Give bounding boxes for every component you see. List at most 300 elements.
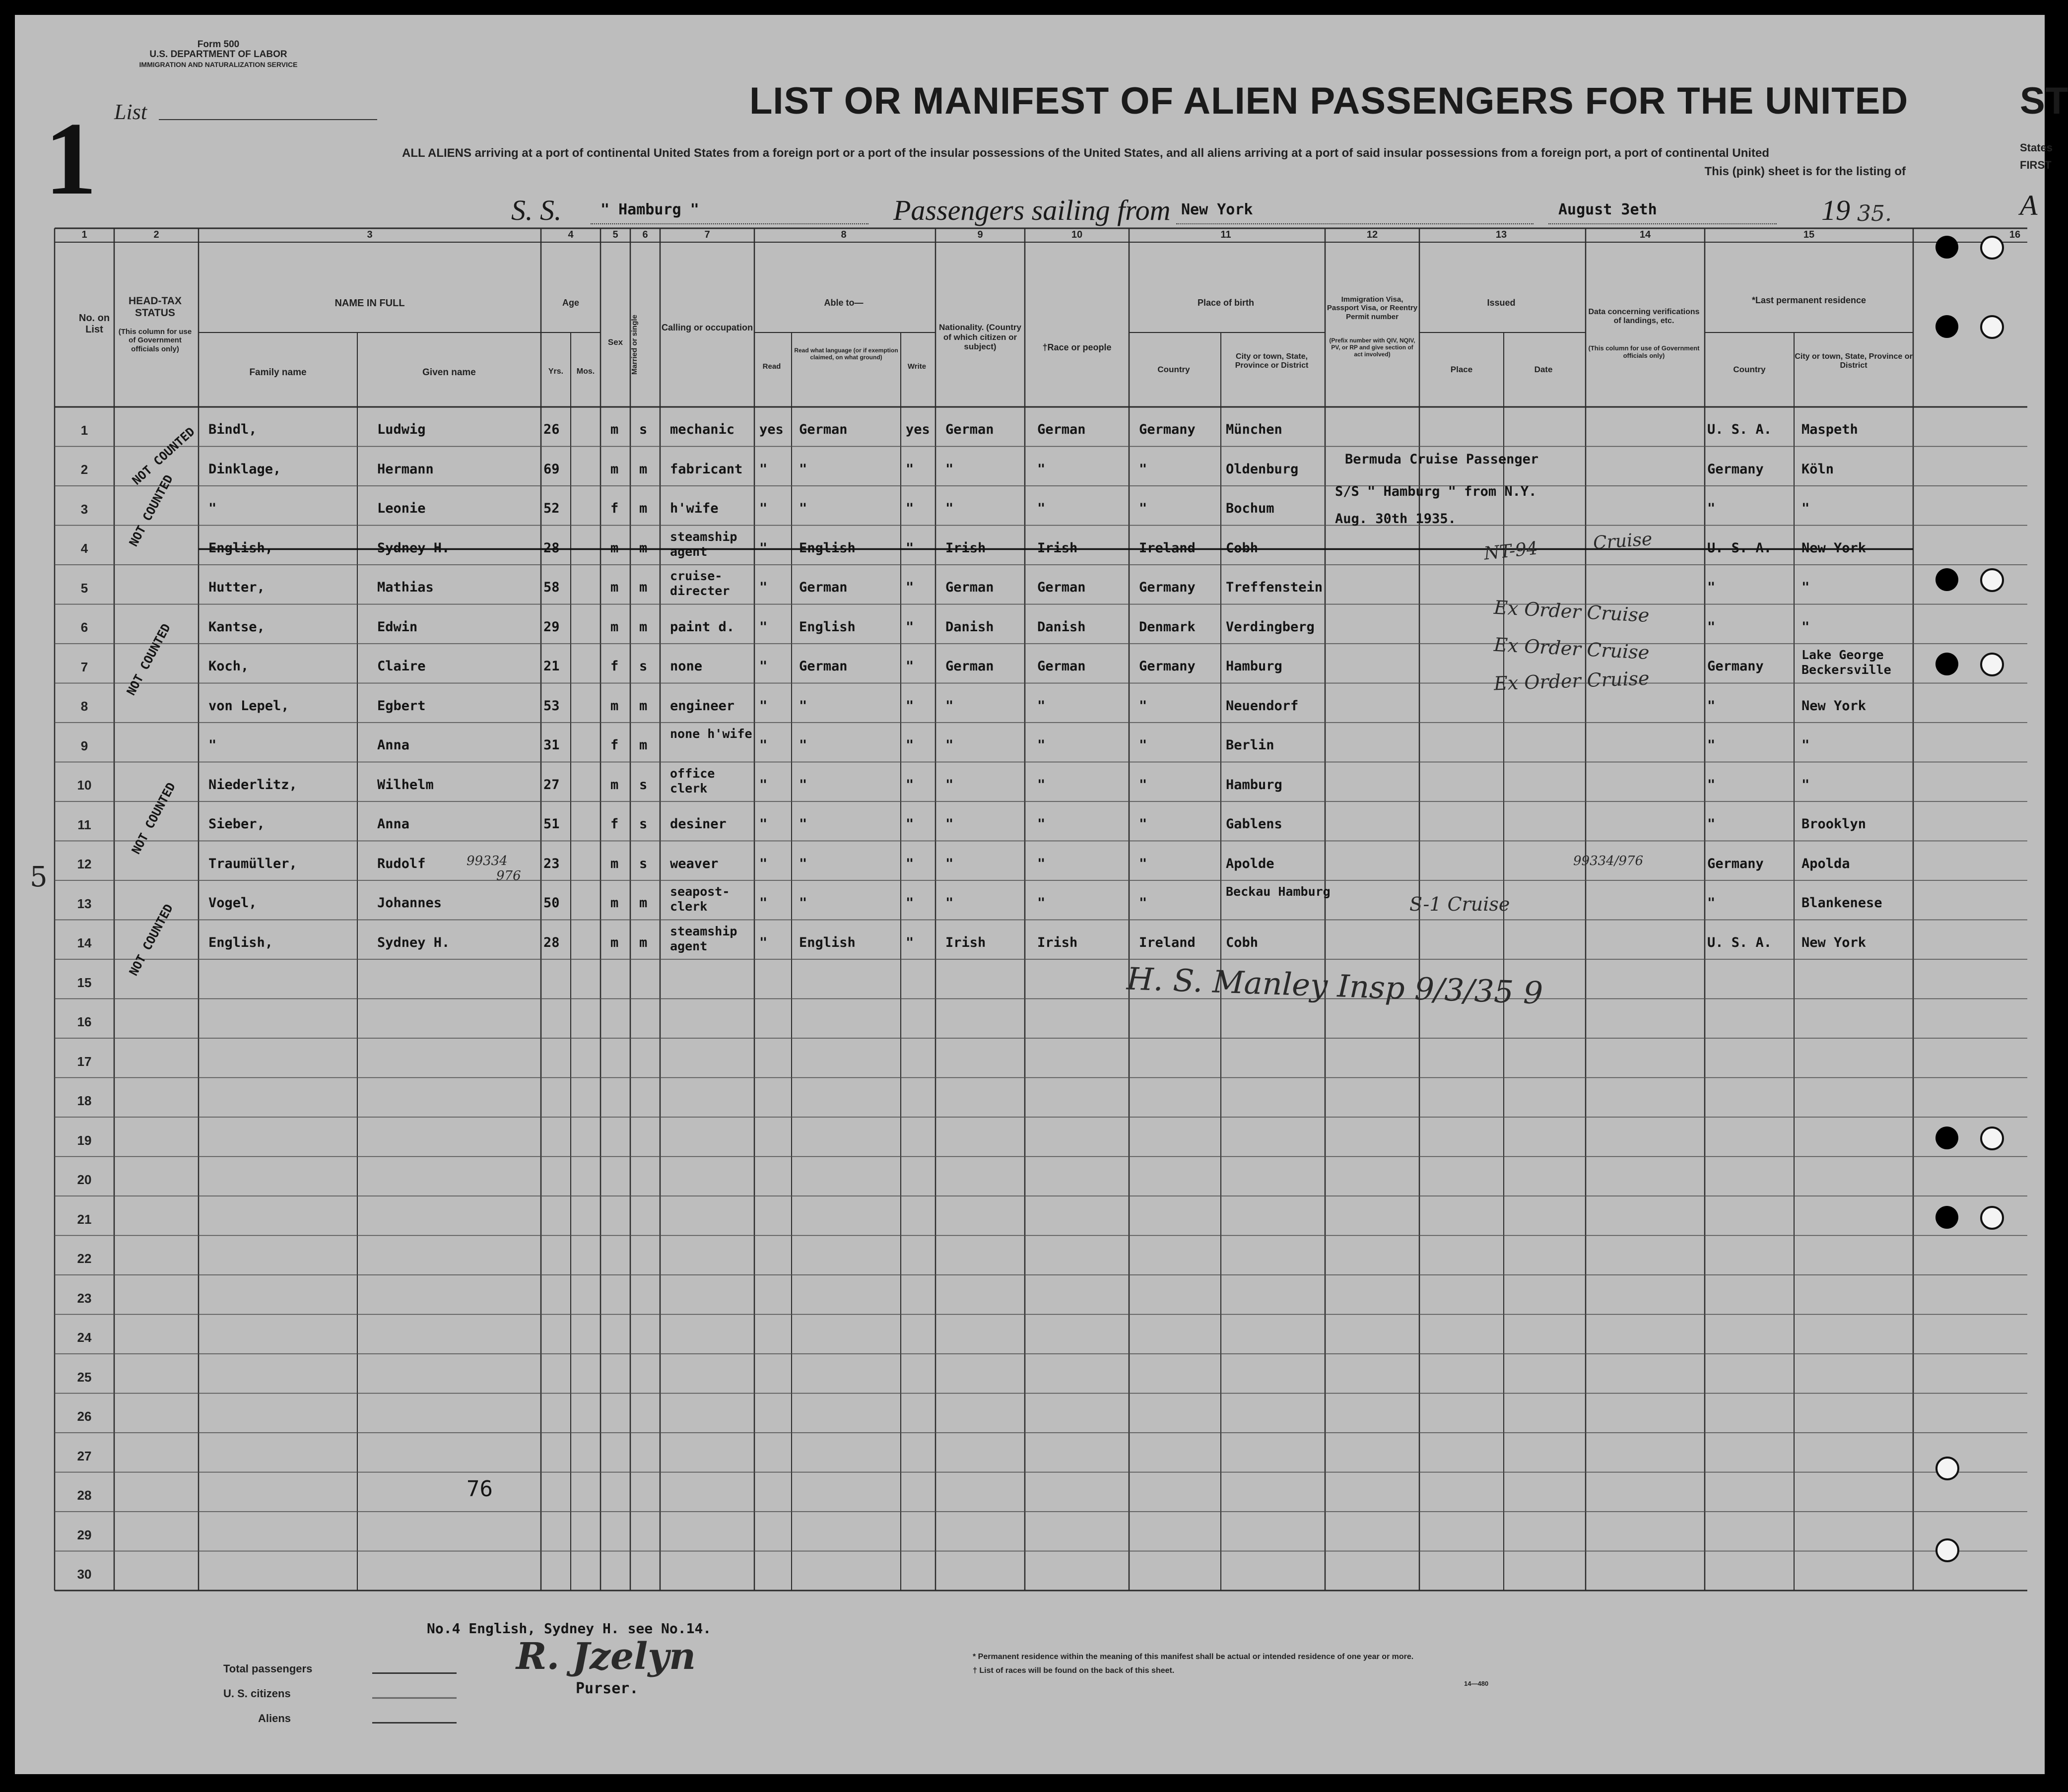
row-number: 7 xyxy=(80,659,88,674)
passenger-ms: m xyxy=(639,737,648,753)
passenger-read-lang: German xyxy=(799,580,848,595)
passenger-family: Bindl, xyxy=(208,422,257,437)
passenger-write: yes xyxy=(906,422,930,437)
row-number: 20 xyxy=(77,1172,92,1188)
passenger-age: 69 xyxy=(543,461,560,477)
passenger-birth-country: " xyxy=(1139,737,1147,753)
header-family-name: Family name xyxy=(249,367,307,378)
passenger-sex: m xyxy=(610,619,619,635)
passenger-res-country: " xyxy=(1707,580,1716,595)
passenger-race: " xyxy=(1037,698,1046,714)
passenger-write: " xyxy=(906,501,914,516)
service-name: IMMIGRATION AND NATURALIZATION SERVICE xyxy=(139,61,298,68)
passenger-res-city: " xyxy=(1801,619,1810,635)
passenger-nationality: Irish xyxy=(945,540,986,556)
cruise-note-line2: S/S " Hamburg " from N.Y. xyxy=(1335,484,1537,499)
sailing-label: Passengers sailing from xyxy=(893,194,1171,226)
passenger-age: 53 xyxy=(543,698,560,714)
passenger-race: " xyxy=(1037,816,1046,832)
form-number: Form 500 xyxy=(197,39,240,50)
passenger-res-country: Germany xyxy=(1707,856,1764,871)
column-number: 13 xyxy=(1495,229,1507,240)
manifest-grid xyxy=(15,15,2045,1774)
passenger-age: 23 xyxy=(543,856,560,871)
passenger-res-city: " xyxy=(1801,580,1810,595)
passenger-family: Vogel, xyxy=(208,895,257,911)
head-tax-stamp-4: NOT COUNTED xyxy=(129,780,179,857)
row-number: 6 xyxy=(80,620,88,635)
header-given-name: Given name xyxy=(422,367,476,378)
passenger-birth-city: München xyxy=(1226,422,1282,437)
passenger-write: " xyxy=(906,777,914,793)
binder-hole xyxy=(1935,1457,1959,1480)
passenger-ms: m xyxy=(639,619,648,635)
header-last-residence: *Last permanent residence xyxy=(1751,295,1867,305)
passenger-race: German xyxy=(1037,659,1086,674)
passenger-read: " xyxy=(759,501,768,516)
row-number: 22 xyxy=(77,1251,92,1266)
passenger-occupation: cruise-directer xyxy=(670,569,730,598)
handwritten-ex-order-5: Ex Order Cruise xyxy=(1493,596,1650,627)
passenger-read-lang: " xyxy=(799,816,807,832)
binder-hole xyxy=(1935,1127,1958,1149)
column-number: 7 xyxy=(704,229,710,240)
footnote-races: † List of races will be found on the back of this sheet. xyxy=(973,1666,1175,1675)
passenger-write: " xyxy=(906,580,914,595)
passenger-nationality: " xyxy=(945,777,954,793)
binder-hole xyxy=(1935,568,1958,591)
passenger-birth-city: Bochum xyxy=(1226,501,1274,516)
passenger-sex: f xyxy=(610,737,619,753)
passenger-res-country: " xyxy=(1707,737,1716,753)
passenger-race: " xyxy=(1037,737,1046,753)
binder-hole xyxy=(1980,653,2004,676)
right-fragment-states: States xyxy=(2020,141,2053,154)
cruise-note-line1: Bermuda Cruise Passenger xyxy=(1345,452,1539,467)
passenger-occupation: none xyxy=(670,659,703,674)
binder-hole xyxy=(1935,1206,1958,1229)
row-number: 10 xyxy=(77,778,92,793)
footnote-residence: * Permanent residence within the meaning of this manifest shall be actual or intended residence of one year or more. xyxy=(973,1653,1414,1661)
head-tax-stamp-5: NOT COUNTED xyxy=(126,902,176,978)
passenger-birth-country: Germany xyxy=(1139,580,1196,595)
handwritten-s1-cruise: S-1 Cruise xyxy=(1409,893,1510,915)
passenger-ms: m xyxy=(639,698,648,714)
row-number: 27 xyxy=(77,1448,92,1463)
purser-label: Purser. xyxy=(576,1680,639,1697)
row-number: 29 xyxy=(77,1527,92,1542)
passenger-nationality: " xyxy=(945,737,954,753)
right-fragment-a: A xyxy=(2020,189,2038,221)
header-able-to: Able to— xyxy=(824,298,864,308)
passenger-given: Egbert xyxy=(377,698,426,714)
passenger-birth-country: " xyxy=(1139,777,1147,793)
manifest-subtitle-2: This (pink) sheet is for the listing of xyxy=(1704,165,1906,178)
passenger-res-city: " xyxy=(1801,777,1810,793)
passenger-read-lang: " xyxy=(799,737,807,753)
ship-name: " Hamburg " xyxy=(600,201,699,218)
row-number: 1 xyxy=(80,422,88,438)
passenger-family: Traumüller, xyxy=(208,856,297,871)
passenger-given: Sydney H. xyxy=(377,540,450,556)
passenger-read: " xyxy=(759,461,768,477)
column-number: 6 xyxy=(642,229,648,240)
binder-hole xyxy=(1935,653,1958,675)
passenger-res-city: Apolda xyxy=(1801,856,1850,871)
passenger-res-city: " xyxy=(1801,501,1810,516)
passenger-sex: f xyxy=(610,501,619,516)
passenger-res-city: New York xyxy=(1801,698,1867,714)
passenger-birth-country: Germany xyxy=(1139,659,1196,674)
row12-handwritten-b: 976 xyxy=(496,868,521,883)
binder-hole xyxy=(1935,236,1958,259)
passenger-given: Johannes xyxy=(377,895,442,911)
header-head-tax: HEAD-TAX STATUS xyxy=(129,295,182,319)
passenger-given: Ludwig xyxy=(377,422,426,437)
passenger-family: von Lepel, xyxy=(208,698,289,714)
page-number: 76 xyxy=(467,1476,493,1502)
head-tax-stamp-3: NOT COUNTED xyxy=(124,621,174,698)
row-number: 24 xyxy=(77,1330,92,1345)
row-number: 15 xyxy=(77,975,92,990)
margin-mark: 5 xyxy=(30,861,48,893)
passenger-read-lang: " xyxy=(799,461,807,477)
binder-hole xyxy=(1980,1206,2004,1230)
passenger-age: 27 xyxy=(543,777,560,793)
handwritten-cruise-2: Cruise xyxy=(1592,529,1653,554)
title-right-fragment: ST xyxy=(2020,80,2068,122)
column-number: 8 xyxy=(841,229,847,240)
passenger-read: " xyxy=(759,816,768,832)
header-write: Write xyxy=(907,362,927,371)
header-issued-place: Place xyxy=(1450,365,1473,374)
header-visa-note: (Prefix number with QIV, NQIV, PV, or RP and give section of act involved) xyxy=(1329,337,1415,358)
passenger-write: " xyxy=(906,856,914,871)
passenger-given: Edwin xyxy=(377,619,418,635)
passenger-nationality: " xyxy=(945,856,954,871)
passenger-family: Kantse, xyxy=(208,619,265,635)
head-tax-stamp-2: NOT COUNTED xyxy=(126,472,176,549)
passenger-ms: m xyxy=(639,580,648,595)
passenger-res-city: Blankenese xyxy=(1801,895,1882,911)
header-mos: Mos. xyxy=(576,367,595,376)
passenger-ms: s xyxy=(639,659,648,674)
passenger-given: Anna xyxy=(377,816,410,832)
passenger-read-lang: English xyxy=(799,619,856,635)
passenger-occupation: office clerk xyxy=(670,766,715,796)
header-verification-note: (This column for use of Government officials only) xyxy=(1588,344,1700,359)
passenger-birth-city: Berlin xyxy=(1226,737,1274,753)
row-number: 12 xyxy=(77,857,92,872)
passenger-write: " xyxy=(906,659,914,674)
passenger-birth-country: Denmark xyxy=(1139,619,1196,635)
passenger-given: Hermann xyxy=(377,461,434,477)
header-yrs: Yrs. xyxy=(548,367,564,376)
header-visa: Immigration Visa, Passport Visa, or Reentry Permit number xyxy=(1327,295,1418,321)
sailing-date: August 3eth xyxy=(1558,201,1657,218)
passenger-age: 58 xyxy=(543,580,560,595)
passenger-birth-city: Treffenstein xyxy=(1226,580,1323,595)
passenger-write: " xyxy=(906,619,914,635)
passenger-birth-country: " xyxy=(1139,501,1147,516)
row-number: 21 xyxy=(77,1211,92,1227)
passenger-res-city: " xyxy=(1801,737,1810,753)
passenger-birth-country: Germany xyxy=(1139,422,1196,437)
passenger-ms: s xyxy=(639,816,648,832)
binder-hole xyxy=(1980,568,2004,592)
column-number: 15 xyxy=(1803,229,1815,240)
row-number: 26 xyxy=(77,1409,92,1424)
handwritten-ex-order-6: Ex Order Cruise xyxy=(1493,633,1650,664)
footer-total-passengers: Total passengers xyxy=(223,1662,313,1675)
passenger-ms: m xyxy=(639,461,648,477)
sheet-number: 1 xyxy=(45,101,97,216)
row-number: 25 xyxy=(77,1369,92,1385)
passenger-age: 29 xyxy=(543,619,560,635)
passenger-occupation: weaver xyxy=(670,856,719,871)
passenger-nationality: " xyxy=(945,816,954,832)
binder-hole xyxy=(1980,1127,2004,1150)
header-read-language: Read what language (or if exemption claimed, on what ground) xyxy=(794,347,898,361)
year-prefix: 19 xyxy=(1821,194,1850,226)
passenger-occupation: desiner xyxy=(670,816,727,832)
passenger-birth-country: Ireland xyxy=(1139,934,1196,950)
passenger-sex: f xyxy=(610,659,619,674)
column-number: 9 xyxy=(977,229,983,240)
passenger-age: 21 xyxy=(543,659,560,674)
passenger-family: Niederlitz, xyxy=(208,777,297,793)
passenger-birth-city: Apolde xyxy=(1226,856,1274,871)
passenger-birth-country: Ireland xyxy=(1139,540,1196,556)
passenger-sex: m xyxy=(610,698,619,714)
passenger-res-country: U. S. A. xyxy=(1707,422,1772,437)
passenger-read-lang: English xyxy=(799,540,856,556)
passenger-read-lang: " xyxy=(799,698,807,714)
column-number: 16 xyxy=(2009,229,2021,240)
manifest-sheet xyxy=(15,15,2068,1774)
passenger-read-lang: " xyxy=(799,501,807,516)
row-number: 3 xyxy=(80,501,88,517)
passenger-res-city: New York xyxy=(1801,540,1867,556)
passenger-occupation: steamship agent xyxy=(670,529,737,559)
row-number: 18 xyxy=(77,1093,92,1109)
header-birth-country: Country xyxy=(1157,365,1190,374)
passenger-family: Hutter, xyxy=(208,580,265,595)
column-number: 3 xyxy=(367,229,373,240)
passenger-race: " xyxy=(1037,461,1046,477)
passenger-age: 26 xyxy=(543,422,560,437)
row-number: 19 xyxy=(77,1132,92,1148)
passenger-res-country: Germany xyxy=(1707,461,1764,477)
passenger-ms: m xyxy=(639,934,648,950)
row-number: 28 xyxy=(77,1488,92,1503)
passenger-ms: s xyxy=(639,777,648,793)
inspector-signature: H. S. Manley Insp 9/3/35 9 xyxy=(1126,960,1544,1011)
passenger-sex: m xyxy=(610,422,619,437)
passenger-age: 51 xyxy=(543,816,560,832)
passenger-res-country: Germany xyxy=(1707,659,1764,674)
header-head-tax-note: (This column for use of Government officials only) xyxy=(118,328,192,353)
binder-hole xyxy=(1980,315,2004,339)
header-no-on-list: No. on List xyxy=(78,313,110,335)
passenger-res-city: New York xyxy=(1801,934,1867,950)
passenger-age: 28 xyxy=(543,934,560,950)
passenger-birth-country: " xyxy=(1139,698,1147,714)
passenger-given: Claire xyxy=(377,659,426,674)
year-suffix: 35. xyxy=(1857,201,1892,226)
passenger-family: Dinklage, xyxy=(208,461,281,477)
passenger-read: " xyxy=(759,540,768,556)
header-res-city: City or town, State, Province or District xyxy=(1795,352,1913,370)
footer-note: No.4 English, Sydney H. see No.14. xyxy=(427,1620,712,1637)
passenger-read-lang: English xyxy=(799,934,856,950)
list-label: List xyxy=(114,100,147,124)
passenger-nationality: German xyxy=(945,659,994,674)
passenger-write: " xyxy=(906,698,914,714)
header-calling: Calling or occupation xyxy=(661,323,753,332)
passenger-birth-country: " xyxy=(1139,856,1147,871)
header-sex: Sex xyxy=(607,337,623,347)
passenger-birth-country: " xyxy=(1139,816,1147,832)
passenger-birth-city: Gablens xyxy=(1226,816,1282,832)
cruise-note-line3: Aug. 30th 1935. xyxy=(1335,511,1456,527)
header-res-country: Country xyxy=(1733,365,1766,374)
passenger-family: English, xyxy=(208,540,273,556)
passenger-given: Rudolf xyxy=(377,856,426,871)
column-number: 4 xyxy=(568,229,574,240)
passenger-nationality: Danish xyxy=(945,619,994,635)
passenger-nationality: German xyxy=(945,580,994,595)
passenger-occupation: fabricant xyxy=(670,461,743,477)
passenger-birth-country: " xyxy=(1139,895,1147,911)
passenger-race: " xyxy=(1037,895,1046,911)
passenger-sex: m xyxy=(610,540,619,556)
passenger-read-lang: " xyxy=(799,895,807,911)
passenger-res-country: " xyxy=(1707,816,1716,832)
column-number: 11 xyxy=(1220,229,1231,240)
passenger-res-country: " xyxy=(1707,698,1716,714)
passenger-read-lang: " xyxy=(799,856,807,871)
header-issued-date: Date xyxy=(1534,365,1553,374)
passenger-birth-city: Beckau Hamburg xyxy=(1226,884,1331,899)
form-code: 14—480 xyxy=(1464,1680,1489,1687)
passenger-sex: m xyxy=(610,856,619,871)
passenger-occupation: seapost-clerk xyxy=(670,884,730,914)
passenger-ms: m xyxy=(639,895,648,911)
row-number: 8 xyxy=(80,699,88,714)
column-number: 10 xyxy=(1071,229,1083,240)
manifest-subtitle: ALL ALIENS arriving at a port of continental United States from a foreign port or a port of the insular possessions of the United States, and all aliens arriving at a port of said insular possessions from a foreign port, a port of continental United xyxy=(402,146,1770,160)
passenger-occupation: h'wife xyxy=(670,501,719,516)
passenger-read: " xyxy=(759,659,768,674)
passenger-write: " xyxy=(906,540,914,556)
row-number: 4 xyxy=(80,541,88,556)
passenger-occupation: steamship agent xyxy=(670,924,737,953)
passenger-birth-city: Hamburg xyxy=(1226,659,1282,674)
passenger-res-country: " xyxy=(1707,777,1716,793)
passenger-read: " xyxy=(759,856,768,871)
passenger-ms: s xyxy=(639,422,648,437)
passenger-race: Irish xyxy=(1037,934,1078,950)
passenger-nationality: " xyxy=(945,461,954,477)
departure-port: New York xyxy=(1181,201,1253,218)
head-tax-stamp-1: NOT COUNTED xyxy=(130,424,198,488)
row-number: 11 xyxy=(77,817,91,832)
passenger-read: " xyxy=(759,698,768,714)
row-number: 2 xyxy=(80,462,88,477)
passenger-nationality: " xyxy=(945,501,954,516)
passenger-race: " xyxy=(1037,501,1046,516)
binder-hole xyxy=(1935,315,1958,338)
passenger-read-lang: German xyxy=(799,659,848,674)
passenger-given: Anna xyxy=(377,737,410,753)
department-name: U.S. DEPARTMENT OF LABOR xyxy=(149,49,287,60)
passenger-birth-city: Verdingberg xyxy=(1226,619,1315,635)
passenger-age: 28 xyxy=(543,540,560,556)
passenger-nationality: Irish xyxy=(945,934,986,950)
passenger-given: Wilhelm xyxy=(377,777,434,793)
passenger-sex: m xyxy=(610,461,619,477)
passenger-res-city: Köln xyxy=(1801,461,1834,477)
passenger-read: " xyxy=(759,777,768,793)
purser-signature: R. Jzelyn xyxy=(516,1635,696,1678)
passenger-occupation: paint d. xyxy=(670,619,735,635)
row-number: 17 xyxy=(77,1054,92,1069)
passenger-birth-city: Hamburg xyxy=(1226,777,1282,793)
passenger-family: Sieber, xyxy=(208,816,265,832)
handwritten-ex-order-7: Ex Order Cruise xyxy=(1493,667,1650,695)
column-number: 2 xyxy=(153,229,159,240)
header-verification: Data concerning verifications of landings, etc. xyxy=(1588,308,1700,326)
header-married-single: Married or single xyxy=(630,315,639,375)
passenger-read-lang: " xyxy=(799,777,807,793)
row-number: 23 xyxy=(77,1290,92,1306)
passenger-occupation: engineer xyxy=(670,698,735,714)
row-number: 16 xyxy=(77,1014,92,1030)
passenger-birth-city: Neuendorf xyxy=(1226,698,1299,714)
passenger-write: " xyxy=(906,461,914,477)
handwritten-nt-94: NT-94 xyxy=(1483,538,1539,564)
column-number: 14 xyxy=(1639,229,1651,240)
header-race: †Race or people xyxy=(1042,342,1112,352)
column-number: 1 xyxy=(81,229,87,240)
passenger-res-country: " xyxy=(1707,895,1716,911)
passenger-birth-city: Cobh xyxy=(1226,540,1259,556)
passenger-birth-city: Cobh xyxy=(1226,934,1259,950)
header-name-in-full: NAME IN FULL xyxy=(334,298,405,309)
passenger-age: 52 xyxy=(543,501,560,516)
passenger-family: English, xyxy=(208,934,273,950)
passenger-race: Danish xyxy=(1037,619,1086,635)
passenger-read: " xyxy=(759,580,768,595)
passenger-race: " xyxy=(1037,777,1046,793)
passenger-read-lang: German xyxy=(799,422,848,437)
footer-us-citizens: U. S. citizens xyxy=(223,1687,291,1700)
passenger-family: " xyxy=(208,737,217,753)
passenger-sex: m xyxy=(610,580,619,595)
row-number: 13 xyxy=(77,896,92,911)
header-place-of-birth: Place of birth xyxy=(1197,298,1255,308)
passenger-given: Sydney H. xyxy=(377,934,450,950)
passenger-res-city: Maspeth xyxy=(1801,422,1858,437)
passenger-family: Koch, xyxy=(208,659,249,674)
passenger-res-city: Lake George Beckersville xyxy=(1801,648,1891,677)
passenger-race: German xyxy=(1037,580,1086,595)
passenger-sex: m xyxy=(610,934,619,950)
passenger-write: " xyxy=(906,934,914,950)
passenger-occupation: mechanic xyxy=(670,422,735,437)
passenger-ms: m xyxy=(639,501,648,516)
